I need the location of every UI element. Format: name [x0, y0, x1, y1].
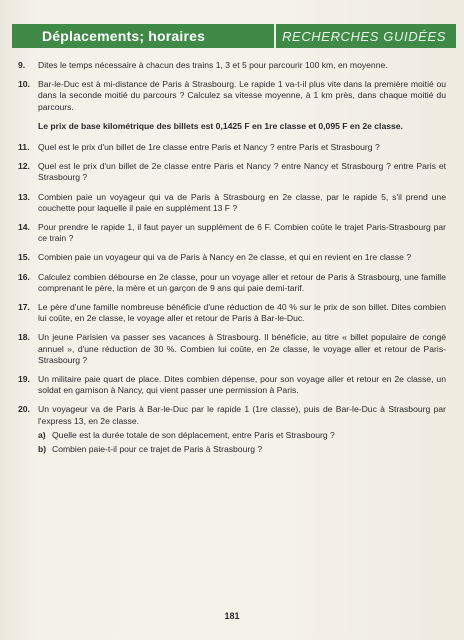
exercise-text: Un militaire paie quart de place. Dites combien dépense, pour son voyage aller et retour en 2e classe, un soldat en garnison à Nancy, qui vient passer une permission à Paris. [38, 374, 446, 396]
exercise-20 [18, 404, 446, 455]
sub-question-b [38, 444, 446, 455]
exercise-18 [18, 332, 446, 366]
exercise-text: Bar-le-Duc est à mi-distance de Paris à Strasbourg. Le rapide 1 va-t-il plus vite dans la première moitié ou dans la seconde moitié du parcours ? Calculez sa vitesse moyenne, à 1 km près, dans chaque moitié du parcours. [38, 79, 446, 112]
exercise-number: 14. [18, 222, 30, 233]
section-header [12, 24, 456, 48]
exercise-9 [18, 60, 446, 71]
exercise-number: 11. [18, 142, 30, 153]
exercise-text: Combien paie un voyageur qui va de Paris à Nancy en 2e classe, et qui en revient en 1re classe ? [38, 252, 412, 263]
exercise-19 [18, 374, 446, 396]
exercise-10 [18, 79, 446, 113]
exercise-number: 16. [18, 271, 30, 282]
exercise-text: Quel est le prix d'un billet de 2e classe entre Paris et Nancy ? entre Nancy et Strasbourg ? entre Paris et Strasbourg ? [38, 161, 446, 183]
exercise-15 [18, 252, 446, 263]
sub-question-label: b) [38, 444, 47, 455]
exercise-list [18, 60, 446, 463]
page-number: 181 [224, 611, 240, 621]
exercise-11 [18, 142, 446, 153]
sub-question-text: Combien paie-t-il pour ce trajet de Paris à Strasbourg ? [52, 444, 263, 455]
sub-question-text: Quelle est la durée totale de son déplacement, entre Paris et Strasbourg ? [52, 429, 335, 440]
exercise-number: 15. [18, 252, 30, 263]
exercise-text-block [38, 404, 446, 455]
exercise-number: 18. [18, 332, 30, 343]
exercise-16 [18, 272, 446, 294]
section-tag: RECHERCHES GUIDÉES [274, 24, 452, 48]
exercise-text: Un jeune Parisien va passer ses vacances à Strasbourg. Il bénéficie, au titre « billet populaire de congé annuel », d'une réduction de 30 %. Combien lui coûte, en 2e classe, le voyage aller et retour de Paris-Strasbourg ? [38, 332, 446, 365]
price-note: Le prix de base kilométrique des billets est 0,1425 F en 1re classe et 0,095 F en 2e classe. [38, 120, 403, 131]
exercise-17 [18, 302, 446, 324]
section-title: Déplacements; horaires [42, 28, 206, 44]
exercise-number: 19. [18, 374, 30, 385]
exercise-text: Combien paie un voyageur qui va de Paris à Strasbourg en 2e classe, par le rapide 5, s'il prend une couchette pour laquelle il paie en supplément 13 F ? [38, 191, 446, 213]
exercise-text: Pour prendre le rapide 1, il faut payer un supplément de 6 F. Combien coûte le trajet Paris-Strasbourg par ce train ? [38, 222, 446, 244]
exercise-number: 17. [18, 302, 30, 313]
exercise-text: Dites le temps nécessaire à chacun des trains 1, 3 et 5 pour parcourir 100 km, en moyenne. [38, 60, 388, 70]
exercise-13 [18, 192, 446, 214]
exercise-number: 20. [18, 404, 30, 415]
sub-question-a [38, 430, 446, 441]
exercise-text: Le père d'une famille nombreuse bénéficie d'une réduction de 40 % sur le prix de son billet. Dites combien lui coûte, en 2e classe, le voyage aller et retour de Paris à Bar-le-Duc. [38, 302, 446, 324]
exercise-number: 9. [18, 60, 26, 70]
exercise-text: Un voyageur va de Paris à Bar-le-Duc par le rapide 1 (1re classe), puis de Bar-le-Duc à Strasbourg par l'express 13, en 2e classe. [38, 404, 446, 426]
exercise-14 [18, 222, 446, 244]
exercise-number: 10. [18, 79, 30, 90]
exercise-number: 13. [18, 191, 30, 202]
exercise-text: Calculez combien débourse en 2e classe, pour un voyage aller et retour de Paris à Strasbourg, une famille comprenant le père, la mère et un garçon de 9 ans qui paie demi-tarif. [38, 271, 446, 293]
exercise-12 [18, 161, 446, 183]
sub-question-label: a) [38, 429, 46, 440]
exercise-number: 12. [18, 161, 30, 172]
exercise-text: Quel est le prix d'un billet de 1re classe entre Paris et Nancy ? entre Paris et Strasbourg ? [38, 142, 380, 153]
